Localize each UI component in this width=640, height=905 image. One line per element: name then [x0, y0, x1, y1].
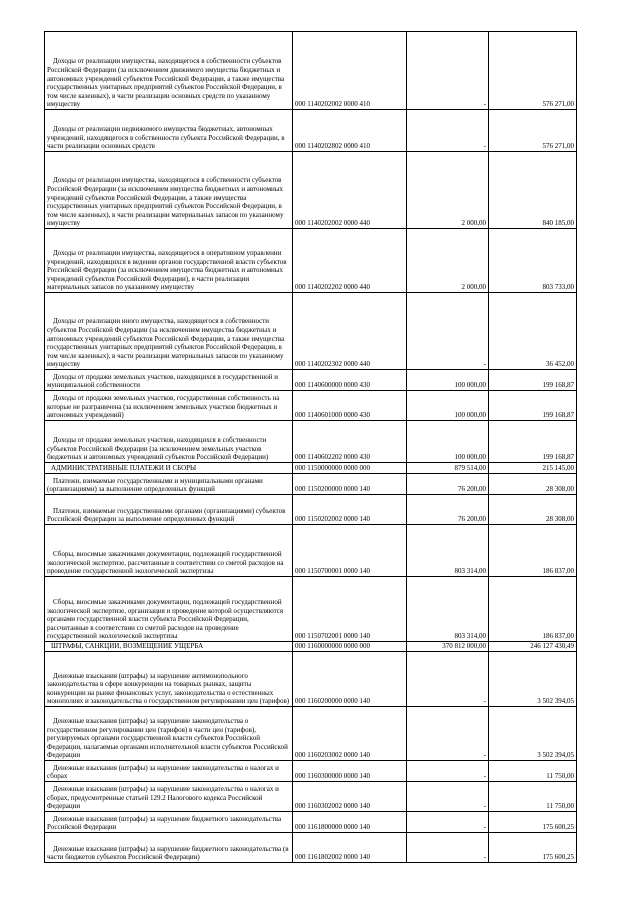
table-row — [45, 761, 577, 782]
row-fact-cell: 199 168,87 — [489, 421, 577, 463]
row-plan-cell: - — [407, 761, 489, 782]
row-code-cell: 000 1150702001 0000 140 — [293, 577, 407, 642]
row-code-cell: 000 1140600000 0000 430 — [293, 370, 407, 391]
row-name-cell: Денежные взыскания (штрафы) за нарушение антимонопольного законодательства в сфере конкуренции на товарных рынках, защиты конкуренции на рынке финансовых услуг, законодательства о естественных монополиях и законодательства о государственном регулировании цен (тарифов) — [45, 652, 293, 707]
row-fact-cell: 199 168,87 — [489, 370, 577, 391]
table-row — [45, 152, 577, 229]
row-plan-cell: - — [407, 782, 489, 812]
row-code-cell: 000 1160200000 0000 140 — [293, 652, 407, 707]
row-fact-cell: 576 271,00 — [489, 32, 577, 110]
table-row — [45, 833, 577, 863]
row-code-cell: 000 1150700001 0000 140 — [293, 525, 407, 577]
row-plan-cell: - — [407, 110, 489, 152]
row-name-cell: Денежные взыскания (штрафы) за нарушение бюджетного законодательства (в части бюджетов субъектов Российской Федерации) — [45, 833, 293, 863]
row-name-cell: Доходы от реализации иного имущества, находящегося в собственности субъектов Российской Федерации (за исключением имущества бюджетных и автономных учреждений субъектов Российской Федерации, а также имущества государственных унитарных предприятий субъектов Российской Федерации, в том числе казенных), в части реализации материальных запасов по указанному имуществу — [45, 293, 293, 370]
table-row — [45, 293, 577, 370]
row-code-cell: 000 1150200000 0000 140 — [293, 474, 407, 495]
table-row — [45, 495, 577, 525]
row-fact-cell: 246 127 430,49 — [489, 642, 577, 652]
row-name-cell: Доходы от реализации недвижимого имущества бюджетных, автономных учреждений, находящегося в собственности субъекта Российской Федерации, в части реализации основных средств — [45, 110, 293, 152]
table-row — [45, 474, 577, 495]
row-code-cell: 000 1140202002 0000 440 — [293, 152, 407, 229]
row-name-cell: ШТРАФЫ, САНКЦИИ, ВОЗМЕЩЕНИЕ УЩЕРБА — [45, 642, 293, 652]
row-plan-cell: 803 314,00 — [407, 525, 489, 577]
table-row — [45, 391, 577, 421]
row-fact-cell: 803 733,00 — [489, 229, 577, 293]
revenue-table — [44, 31, 577, 863]
row-plan-cell: 100 000,00 — [407, 391, 489, 421]
row-name-cell: Денежные взыскания (штрафы) за нарушение законодательства о государственном регулировании цен (тарифов) в части цен (тарифов), регулируемых органами государственной власти субъектов Российской Федерации, налагаемые органами исполнительной власти субъектов Российской Федерации — [45, 707, 293, 761]
row-plan-cell: 100 000,00 — [407, 421, 489, 463]
row-name-cell: Доходы от реализации имущества, находящегося в собственности субъектов Российской Федерации (за исключением движимого имущества бюджетных и автономных учреждений субъектов Российской Федерации, а также имущества государственных унитарных предприятий субъектов Российской Федерации, в том числе казенных), в части реализации основных средств по указанному имуществу — [45, 32, 293, 110]
row-code-cell: 000 1150000000 0000 000 — [293, 463, 407, 474]
table-row — [45, 577, 577, 642]
row-code-cell: 000 1161802002 0000 140 — [293, 833, 407, 863]
table-row — [45, 782, 577, 812]
row-fact-cell: 186 837,00 — [489, 525, 577, 577]
row-name-cell: Денежные взыскания (штрафы) за нарушение законодательства о налогах и сборах — [45, 761, 293, 782]
row-plan-cell: - — [407, 32, 489, 110]
row-name-cell: Денежные взыскания (штрафы) за нарушение законодательства о налогах и сборах, предусмотренные статьей 129.2 Налогового кодекса Российской Федерации — [45, 782, 293, 812]
table-row — [45, 652, 577, 707]
table-row — [45, 370, 577, 391]
row-plan-cell: 76 200,00 — [407, 495, 489, 525]
row-code-cell: 000 1150202002 0000 140 — [293, 495, 407, 525]
row-plan-cell: - — [407, 293, 489, 370]
row-fact-cell: 11 750,00 — [489, 782, 577, 812]
row-fact-cell: 576 271,00 — [489, 110, 577, 152]
row-plan-cell: 76 200,00 — [407, 474, 489, 495]
row-code-cell: 000 1140202202 0000 440 — [293, 229, 407, 293]
row-name-cell: Платежи, взимаемые государственными органами (организациями) субъектов Российской Федерации за выполнение определенных функций — [45, 495, 293, 525]
row-code-cell: 000 1140601000 0000 430 — [293, 391, 407, 421]
row-fact-cell: 175 600,25 — [489, 812, 577, 833]
row-name-cell: Платежи, взимаемые государственными и муниципальными органами (организациями) за выполнение определенных функций — [45, 474, 293, 495]
row-plan-cell: 2 000,00 — [407, 229, 489, 293]
table-row — [45, 32, 577, 110]
row-name-cell: АДМИНИСТРАТИВНЫЕ ПЛАТЕЖИ И СБОРЫ — [45, 463, 293, 474]
row-code-cell: 000 1140202802 0000 410 — [293, 110, 407, 152]
row-plan-cell: - — [407, 707, 489, 761]
row-name-cell: Сборы, вносимые заказчиками документации, подлежащей государственной экологической экспертизе, рассчитанные в соответствии со сметой расходов на проведение государственной экологической экспертизы — [45, 525, 293, 577]
row-name-cell: Доходы от реализации имущества, находящегося в оперативном управлении учреждений, находящихся в ведении органов государственной власти субъектов Российской Федерации (за исключением имущества бюджетных и автономных учреждений субъектов Российской Федерации), в части реализации материальных запасов по указанному имуществу — [45, 229, 293, 293]
row-fact-cell: 28 308,00 — [489, 474, 577, 495]
row-plan-cell: 100 000,00 — [407, 370, 489, 391]
row-fact-cell: 215 145,00 — [489, 463, 577, 474]
row-fact-cell: 28 308,00 — [489, 495, 577, 525]
table-row — [45, 110, 577, 152]
row-name-cell: Доходы от продажи земельных участков, находящихся в собственности субъектов Российской Федерации (за исключением земельных участков бюджетных и автономных учреждений субъектов Российской Федерации) — [45, 421, 293, 463]
row-fact-cell: 3 502 394,05 — [489, 652, 577, 707]
row-code-cell: 000 1140602202 0000 430 — [293, 421, 407, 463]
table-row — [45, 229, 577, 293]
section-row — [45, 642, 577, 652]
row-code-cell: 000 1160300000 0000 140 — [293, 761, 407, 782]
row-code-cell: 000 1140202002 0000 410 — [293, 32, 407, 110]
row-plan-cell: 879 514,00 — [407, 463, 489, 474]
table-row — [45, 421, 577, 463]
row-name-cell: Денежные взыскания (штрафы) за нарушение бюджетного законодательства Российской Федерации — [45, 812, 293, 833]
row-name-cell: Доходы от реализации имущества, находящегося в собственности субъектов Российской Федерации (за исключением имущества бюджетных и автономных учреждений субъектов Российской Федерации, а также имущества государственных унитарных предприятий субъектов Российской Федерации, в том числе казенных), в части реализации материальных запасов по указанному имуществу — [45, 152, 293, 229]
row-fact-cell: 3 502 394,05 — [489, 707, 577, 761]
row-fact-cell: 186 837,00 — [489, 577, 577, 642]
section-row — [45, 463, 577, 474]
row-plan-cell: - — [407, 833, 489, 863]
row-fact-cell: 11 750,00 — [489, 761, 577, 782]
revenue-table-body — [45, 32, 577, 863]
row-fact-cell: 175 600,25 — [489, 833, 577, 863]
row-code-cell: 000 1161800000 0000 140 — [293, 812, 407, 833]
row-code-cell: 000 1140202302 0000 440 — [293, 293, 407, 370]
row-plan-cell: - — [407, 812, 489, 833]
row-plan-cell: 2 000,00 — [407, 152, 489, 229]
row-plan-cell: 370 812 000,00 — [407, 642, 489, 652]
row-code-cell: 000 1160302002 0000 140 — [293, 782, 407, 812]
row-plan-cell: - — [407, 652, 489, 707]
row-name-cell: Сборы, вносимые заказчиками документации, подлежащей государственной экологической экспертизе, организация и проведение которой осуществляются органами государственной власти субъекта Российской Федерации, рассчитанные в соответствии со сметой расходов на проведение государственной экологической экспертизы — [45, 577, 293, 642]
row-plan-cell: 803 314,00 — [407, 577, 489, 642]
row-name-cell: Доходы от продажи земельных участков, государственная собственность на которые не разграничена (за исключением земельных участков бюджетных и автономных учреждений) — [45, 391, 293, 421]
table-row — [45, 707, 577, 761]
row-fact-cell: 840 185,00 — [489, 152, 577, 229]
row-fact-cell: 199 168,87 — [489, 391, 577, 421]
row-name-cell: Доходы от продажи земельных участков, находящихся в государственной и муниципальной собственности — [45, 370, 293, 391]
row-fact-cell: 36 452,00 — [489, 293, 577, 370]
table-row — [45, 812, 577, 833]
table-row — [45, 525, 577, 577]
row-code-cell: 000 1160000000 0000 000 — [293, 642, 407, 652]
row-code-cell: 000 1160203002 0000 140 — [293, 707, 407, 761]
